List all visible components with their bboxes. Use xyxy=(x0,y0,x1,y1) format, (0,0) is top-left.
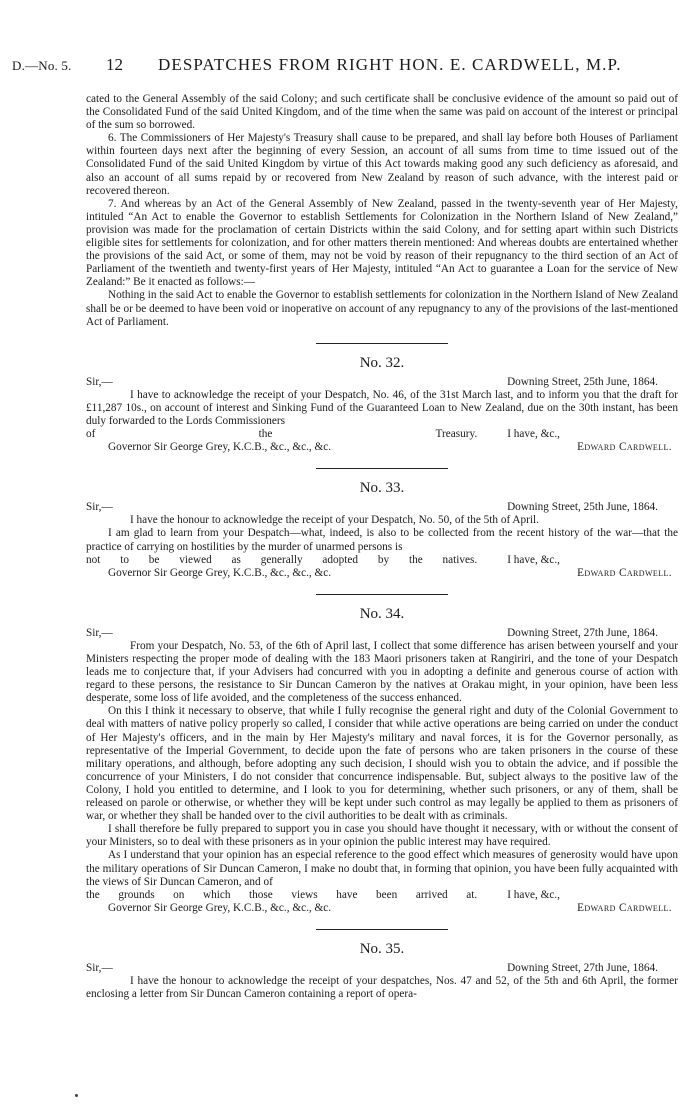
document-reference: D.—No. 5. xyxy=(12,58,72,73)
salutation: Sir,— xyxy=(86,626,113,639)
intro-paragraph: cated to the General Assembly of the said Colony; and such certificate shall be conclusive evidence of the amount so paid out of the Consolidated Fund of the said United Kingdom, and of the time when the same was paid on account of the interest or principal of the sum so borrowed. xyxy=(86,93,678,132)
page-header xyxy=(0,55,700,79)
letter-paragraph: I have the honour to acknowledge the receipt of your despatches, Nos. 47 and 52, of the 5th and 6th April, the former enclosing a letter from Sir Duncan Cameron containing a report of opera- xyxy=(86,974,678,1001)
signature: Edward Cardwell. xyxy=(577,566,672,579)
letter-paragraph: I have to acknowledge the receipt of your Despatch, No. 46, of the 31st March last, and to inform you that the draft for £11,287 10s., on account of interest and Sinking Fund of the Guaranteed Loan to New Zealand, due on the 30th instant, has been duly forwarded to the Lords Commissioners xyxy=(86,388,678,427)
letter-heading xyxy=(86,627,678,640)
section-divider xyxy=(316,594,448,595)
letter-number: No. 34. xyxy=(359,605,405,622)
enactment-paragraph: Nothing in the said Act to enable the Governor to establish settlements for colonization in the Northern Island of New Zealand shall be or be deemed to have been void or inoperative on account of any repugnancy to any of the provisions of the last-mentioned Act of Parliament. xyxy=(86,289,679,328)
complimentary-close: I have, &c., xyxy=(507,888,560,901)
letter-number: No. 35. xyxy=(359,940,405,957)
signature-line xyxy=(86,902,678,915)
complimentary-close: I have, &c., xyxy=(507,428,560,441)
letter-closing xyxy=(86,428,678,441)
addressee: Governor Sir George Grey, K.C.B., &c., &c., &c. xyxy=(108,441,332,454)
dateline: Downing Street, 25th June, 1864. xyxy=(507,375,658,388)
section-divider xyxy=(316,929,448,930)
salutation: Sir,— xyxy=(86,961,113,974)
closing-text: the grounds on which those views have been arrived at. xyxy=(86,888,478,901)
closing-text: not to be viewed as generally adopted by the natives. xyxy=(86,553,478,566)
letter-paragraph: I shall therefore be fully prepared to support you in case you should have thought it necessary, with or without the consent of your Ministers, so to deal with these prisoners as in your opinion the public interest may have required. xyxy=(86,823,678,849)
letter-number: No. 32. xyxy=(359,354,405,371)
letter-heading xyxy=(86,962,678,975)
salutation: Sir,— xyxy=(86,375,113,388)
section-divider xyxy=(316,343,448,344)
section-6-paragraph: 6. The Commissioners of Her Majesty's Treasury shall cause to be prepared, and shall lay before both Houses of Parliament within fourteen days next after the beginning of every Session, an account of all sums from time to time issued out of the Consolidated Fund of the said United Kingdom by virtue of this Act towards making good any such deficiency as aforesaid, and also an account of all sums repaid by or recovered from New Zealand by reason of such advance, with the interest paid or recovered thereon. xyxy=(86,132,678,197)
addressee: Governor Sir George Grey, K.C.B., &c., &c., &c. xyxy=(108,566,332,579)
letter-paragraph: On this I think it necessary to observe, that while I fully recognise the general right and duty of the Colonial Government to deal with matters of native policy properly so called, I consider that while active operations are being carried on under the conduct of Her Majesty's officers, and in the main by Her Majesty's military and naval forces, it is for the Governor personally, as representative of the Imperial Government, to decide upon the fate of persons who are taken prisoners in the course of these military operations, and although, before adopting any such decision, I should wish you to obtain the advice, and if possible the concurrence of your Ministers, I do not consider that concurrence indispensable. But, subject always to the positive law of the Colony, I hold you entitled to determine, and I look to you for determining, whether such prisoners, or any of them, shall be released on parole or otherwise, or whether they will be kept under such control as may legally be applied to them as prisoners of war, or whether they shall be handed over to the civil authorities to be dealt with as criminals. xyxy=(86,705,678,823)
margin-mark xyxy=(75,1094,78,1097)
signature-line xyxy=(86,441,678,454)
complimentary-close: I have, &c., xyxy=(507,553,560,566)
letter-heading xyxy=(86,376,678,389)
letter-paragraph: I am glad to learn from your Despatch—what, indeed, is also to be collected from the recent history of the war—that the practice of carrying on hostilities by the murder of unarmed persons is xyxy=(86,527,678,553)
letter-closing xyxy=(86,554,678,567)
signature: Edward Cardwell. xyxy=(577,901,672,914)
letter-paragraph: I have the honour to acknowledge the receipt of your Despatch, No. 50, of the 5th of April. xyxy=(130,514,539,527)
dateline: Downing Street, 27th June, 1864. xyxy=(507,961,658,974)
running-title: DESPATCHES FROM RIGHT HON. E. CARDWELL, M.P. xyxy=(158,55,622,74)
dateline: Downing Street, 27th June, 1864. xyxy=(507,626,658,639)
addressee: Governor Sir George Grey, K.C.B., &c., &c., &c. xyxy=(108,901,332,914)
signature-line xyxy=(86,567,678,580)
section-7-paragraph: 7. And whereas by an Act of the General Assembly of New Zealand, passed in the twenty-seventh year of Her Majesty, intituled “An Act to enable the Governor to establish Settlements for Colonization in the Northern Island of New Zealand,” provision was made for the proclamation of certain Districts within the said Colony, and for setting apart within such Districts eligible sites for settlements for colonization, and for other matters therein mentioned: And whereas doubts are entertained whether the provisions of the said Act, or some of them, may not be void by reason of their repugnancy to the third section of an Act of Parliament of the twentieth and twenty-first years of Her Majesty, intituled “An Act to guarantee a Loan for the service of New Zealand:” Be it enacted as follows:— xyxy=(86,197,678,289)
page-number: 12 xyxy=(106,55,123,74)
salutation: Sir,— xyxy=(86,501,113,514)
signature: Edward Cardwell. xyxy=(577,441,672,454)
letter-paragraph: As I understand that your opinion has an especial reference to the good effect which measures of generosity would have upon the military operations of Sir Duncan Cameron, I make no doubt that, in forming that opinion, you have been fully acquainted with the views of Sir Duncan Cameron, and of xyxy=(86,849,678,888)
section-divider xyxy=(316,468,448,469)
page-body xyxy=(86,93,678,1001)
dateline: Downing Street, 25th June, 1864. xyxy=(507,501,658,514)
letter-number: No. 33. xyxy=(359,480,405,497)
closing-text: of the Treasury. xyxy=(86,428,478,441)
letter-paragraph: From your Despatch, No. 53, of the 6th of April last, I collect that some difference has arisen between yourself and your Ministers respecting the proper mode of dealing with the 183 Maori prisoners taken at Rangiriri, and the tone of your Despatch leads me to conjecture that, if your Advisers had concurred with you in adopting a definite and generous course of action with regard to these persons, the resistance to Sir Duncan Cameron by the natives at Orakau might, in your opinion, have been less desperate, some loss of life avoided, and the completeness of the success enhanced. xyxy=(86,639,678,705)
letter-closing xyxy=(86,889,678,902)
letter-heading xyxy=(86,501,678,514)
